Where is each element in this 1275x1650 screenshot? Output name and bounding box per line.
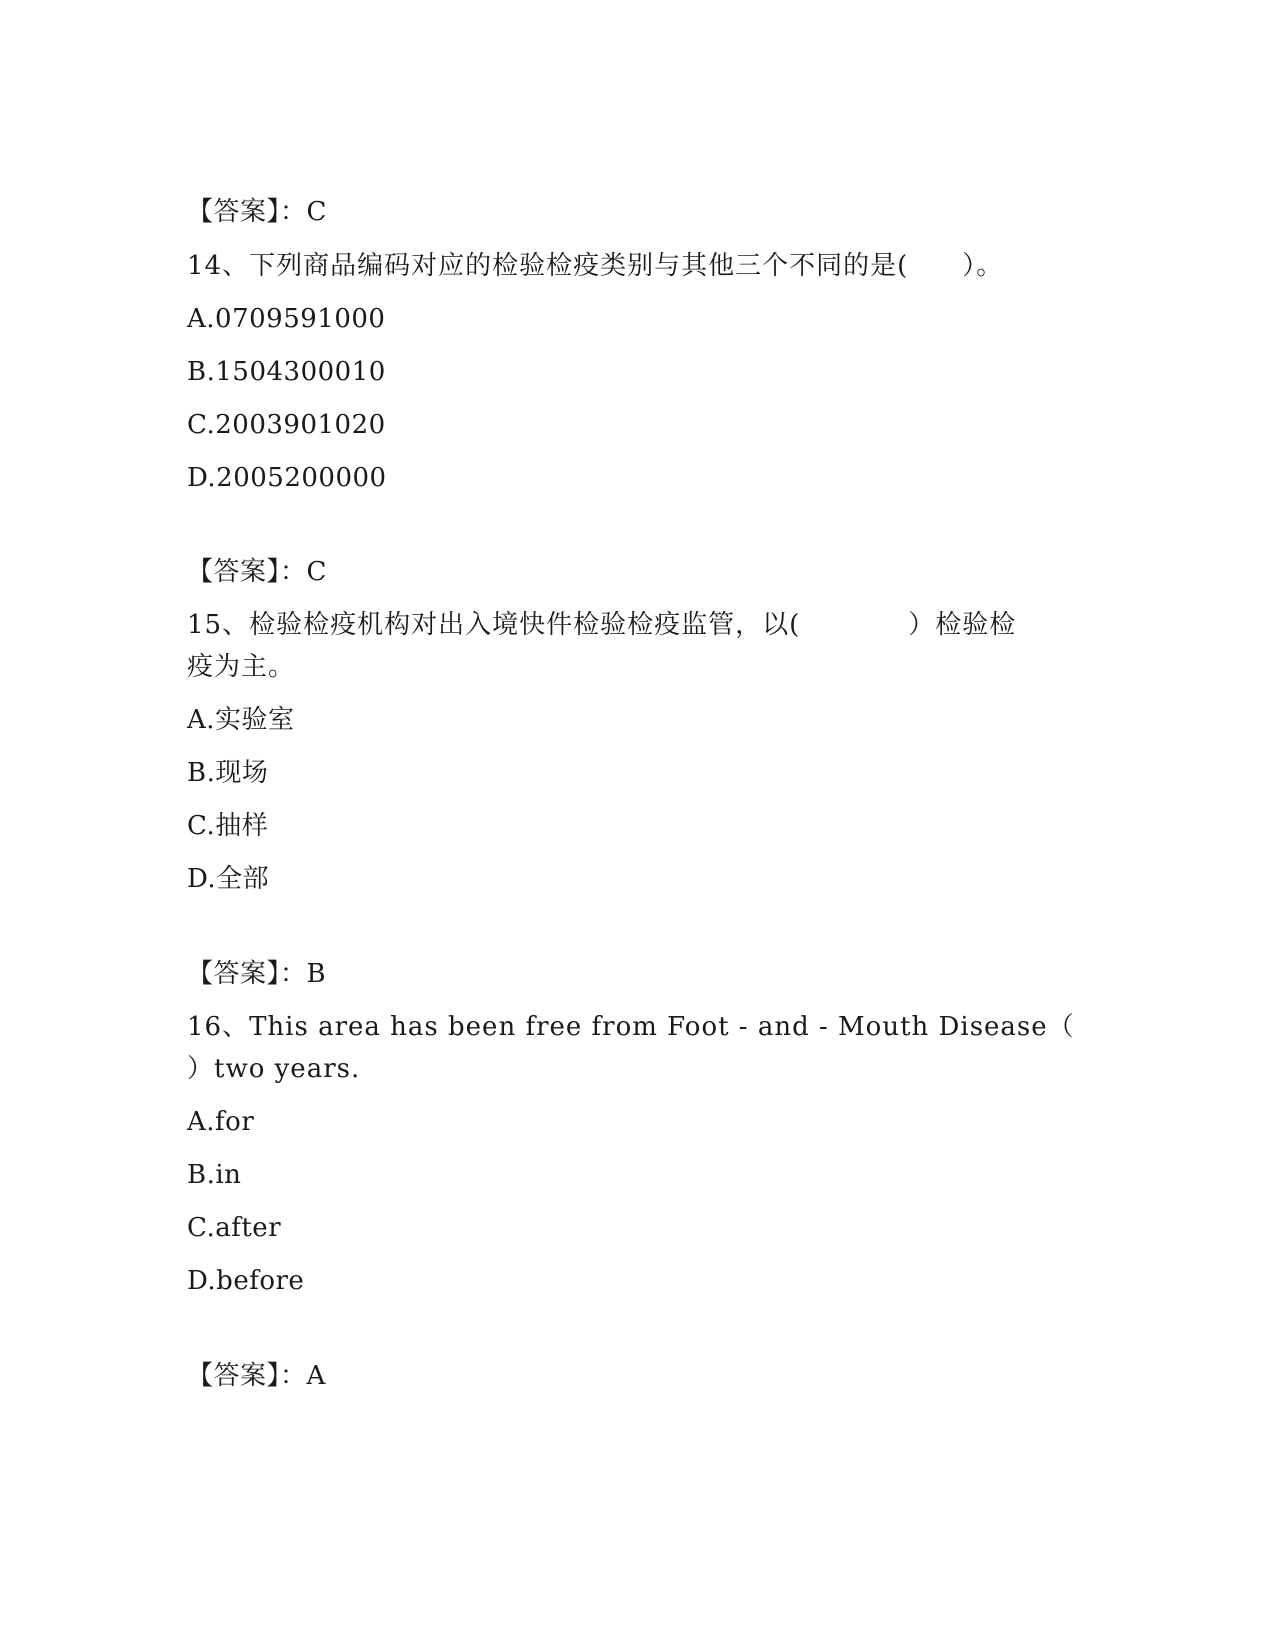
question-15-line2: 疫为主。	[187, 652, 296, 682]
q14-option-b: B.1504300010	[187, 357, 386, 387]
q16-option-b: B.in	[187, 1160, 242, 1190]
q14-option-d: D.2005200000	[187, 463, 387, 493]
answer-15: 【答案】：B	[187, 959, 327, 989]
answer-13: 【答案】：C	[187, 197, 327, 227]
q16-option-a: A.for	[187, 1107, 255, 1137]
q15-option-b: B.现场	[187, 758, 269, 788]
question-16-line2: ）two years.	[187, 1054, 361, 1084]
question-14: 14、下列商品编码对应的检验检疫类别与其他三个不同的是( ）。	[187, 251, 1004, 281]
q14-option-a: A.0709591000	[187, 304, 386, 334]
answer-14: 【答案】：C	[187, 557, 327, 587]
answer-16: 【答案】：A	[187, 1361, 326, 1391]
question-16-line1: 16、This area has been free from Foot - and - Mouth Disease（	[187, 1012, 1075, 1042]
q15-option-d: D.全部	[187, 864, 270, 894]
q15-option-c: C.抽样	[187, 811, 269, 841]
q14-option-c: C.2003901020	[187, 410, 386, 440]
q16-option-c: C.after	[187, 1213, 282, 1243]
question-15-line1: 15、检验检疫机构对出入境快件检验检疫监管，以( ）检验检	[187, 610, 1017, 640]
q15-option-a: A.实验室	[187, 705, 295, 735]
q16-option-d: D.before	[187, 1266, 305, 1296]
